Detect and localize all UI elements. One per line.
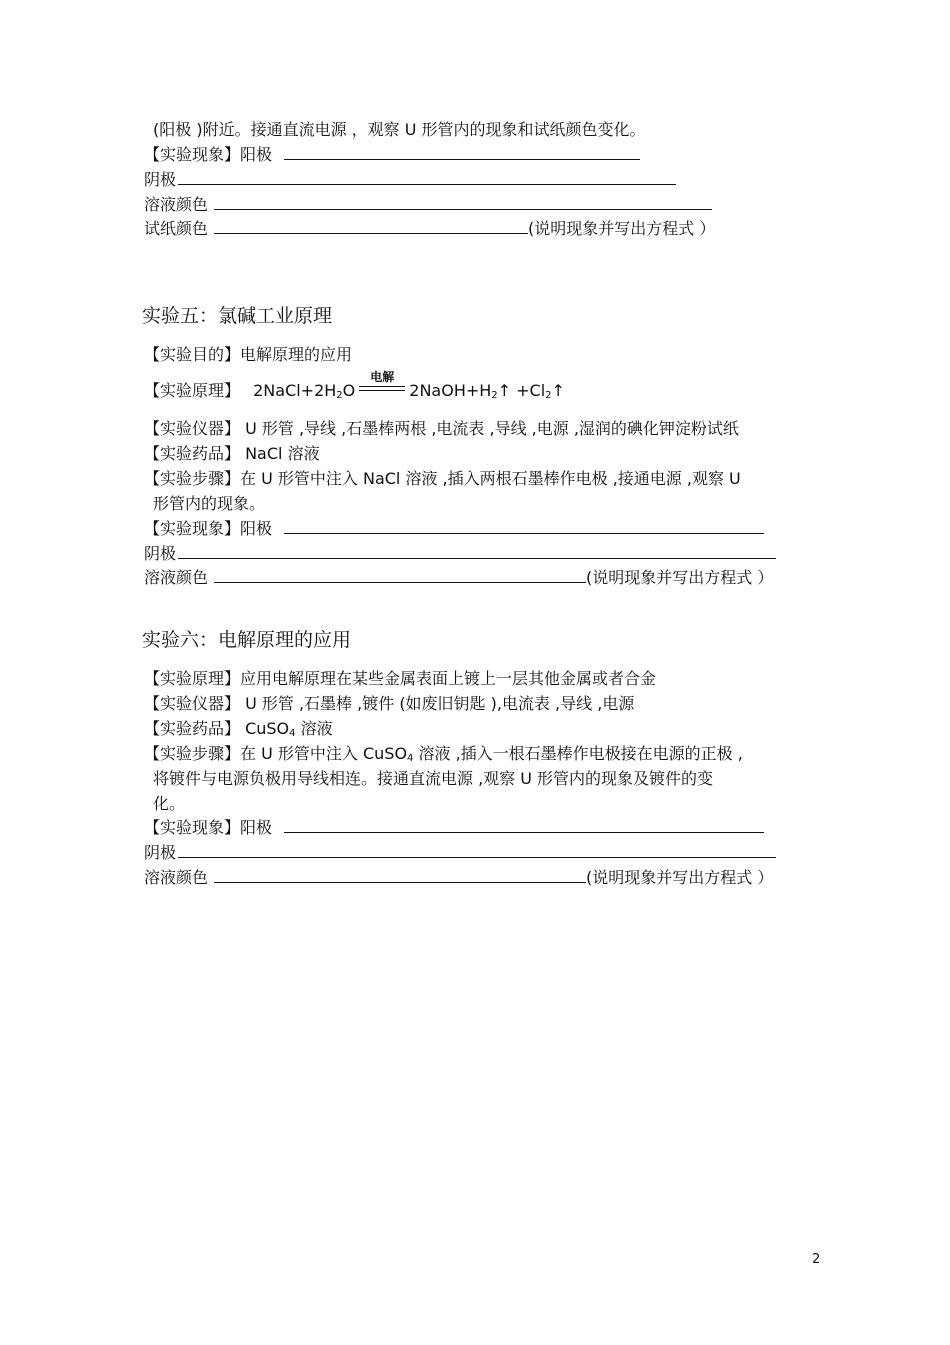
paper-color-blank[interactable] (214, 218, 528, 234)
exp5-principle-row (144, 370, 565, 407)
exp6-anode-row (144, 817, 764, 839)
exp5-cathode-row (144, 543, 776, 565)
note-text: (说明现象并写出方程式 ） (586, 868, 774, 887)
equation-right: $2NaOH+H_2↑$ $+Cl_2↑$ (409, 381, 565, 401)
cathode-label: 阴极 (144, 843, 177, 862)
cathode-label: 阴极 (144, 544, 177, 563)
solution-color-blank[interactable] (214, 194, 712, 210)
solution-color-label: 溶液颜色 (144, 868, 209, 887)
cathode-answer-blank[interactable] (178, 842, 776, 858)
exp6-steps-line1: 【实验步骤】在 U 形管中注入 CuSO$_4$ 溶液 ,插入一根石墨棒作电极接在电源的正极 , (144, 744, 743, 764)
exp6-solution-row (144, 867, 773, 889)
exp5-apparatus: 【实验仪器】 U 形管 ,导线 ,石墨棒两根 ,电流表 ,导线 ,电源 ,湿润的碘化钾淀粉试纸 (144, 419, 739, 438)
cathode-answer-blank[interactable] (178, 169, 676, 185)
anode-label: 【实验现象】阳极 (144, 519, 273, 538)
anode-answer-blank[interactable] (284, 817, 764, 833)
solution-color-label: 溶液颜色 (144, 568, 209, 587)
exp6-reagent: 【实验药品】 CuSO$_4$ 溶液 (144, 719, 333, 739)
solution-color-blank[interactable] (214, 867, 586, 883)
exp5-anode-row (144, 518, 764, 540)
cathode-answer-blank[interactable] (178, 543, 776, 559)
exp4-cathode-row (144, 169, 676, 191)
equation-left: $2NaCl+2H_2O$ (253, 381, 356, 401)
exp5-purpose: 【实验目的】电解原理的应用 (144, 345, 353, 364)
anode-answer-blank[interactable] (284, 144, 640, 160)
anode-label: 【实验现象】阳极 (144, 818, 273, 837)
exp4-anode-row (144, 144, 640, 166)
exp5-steps-line2: 形管内的现象。 (153, 494, 266, 513)
exp6-cathode-row (144, 842, 776, 864)
reaction-condition-arrow (357, 370, 407, 400)
exp5-solution-row (144, 567, 773, 589)
page-number: 2 (812, 1252, 821, 1267)
anode-label: 【实验现象】阳极 (144, 145, 273, 164)
solution-color-label: 溶液颜色 (144, 195, 209, 214)
note-text: (说明现象并写出方程式 ） (528, 219, 716, 238)
exp5-steps-line1: 【实验步骤】在 U 形管中注入 NaCl 溶液 ,插入两根石墨棒作电极 ,接通电源 ,观察 U (144, 469, 741, 488)
principle-label: 【实验原理】 (144, 381, 241, 400)
exp6-steps-line2: 将镀件与电源负极用导线相连。接通直流电源 ,观察 U 形管内的现象及镀件的变 (153, 769, 714, 788)
exp5-reagent: 【实验药品】 NaCl 溶液 (144, 444, 320, 463)
solution-color-blank[interactable] (214, 567, 586, 583)
condition-label: 电解 (370, 370, 395, 384)
exp4-paper-row (144, 218, 715, 240)
exp4-step-line: (阳极 )附近。接通直流电源 ，观察 U 形管内的现象和试纸颜色变化。 (153, 120, 646, 139)
exp5-title: 实验五：氯碱工业原理 (142, 305, 333, 327)
anode-answer-blank[interactable] (284, 518, 764, 534)
exp6-principle: 【实验原理】应用电解原理在某些金属表面上镀上一层其他金属或者合金 (144, 669, 657, 688)
exp6-steps-line3: 化。 (153, 794, 186, 813)
cathode-label: 阴极 (144, 170, 177, 189)
exp6-apparatus: 【实验仪器】 U 形管 ,石墨棒 ,镀件 (如废旧钥匙 ),电流表 ,导线 ,电源 (144, 694, 635, 713)
exp6-title: 实验六：电解原理的应用 (142, 629, 352, 651)
note-text: (说明现象并写出方程式 ） (586, 568, 774, 587)
paper-color-label: 试纸颜色 (144, 219, 209, 238)
exp4-solution-row (144, 194, 712, 216)
